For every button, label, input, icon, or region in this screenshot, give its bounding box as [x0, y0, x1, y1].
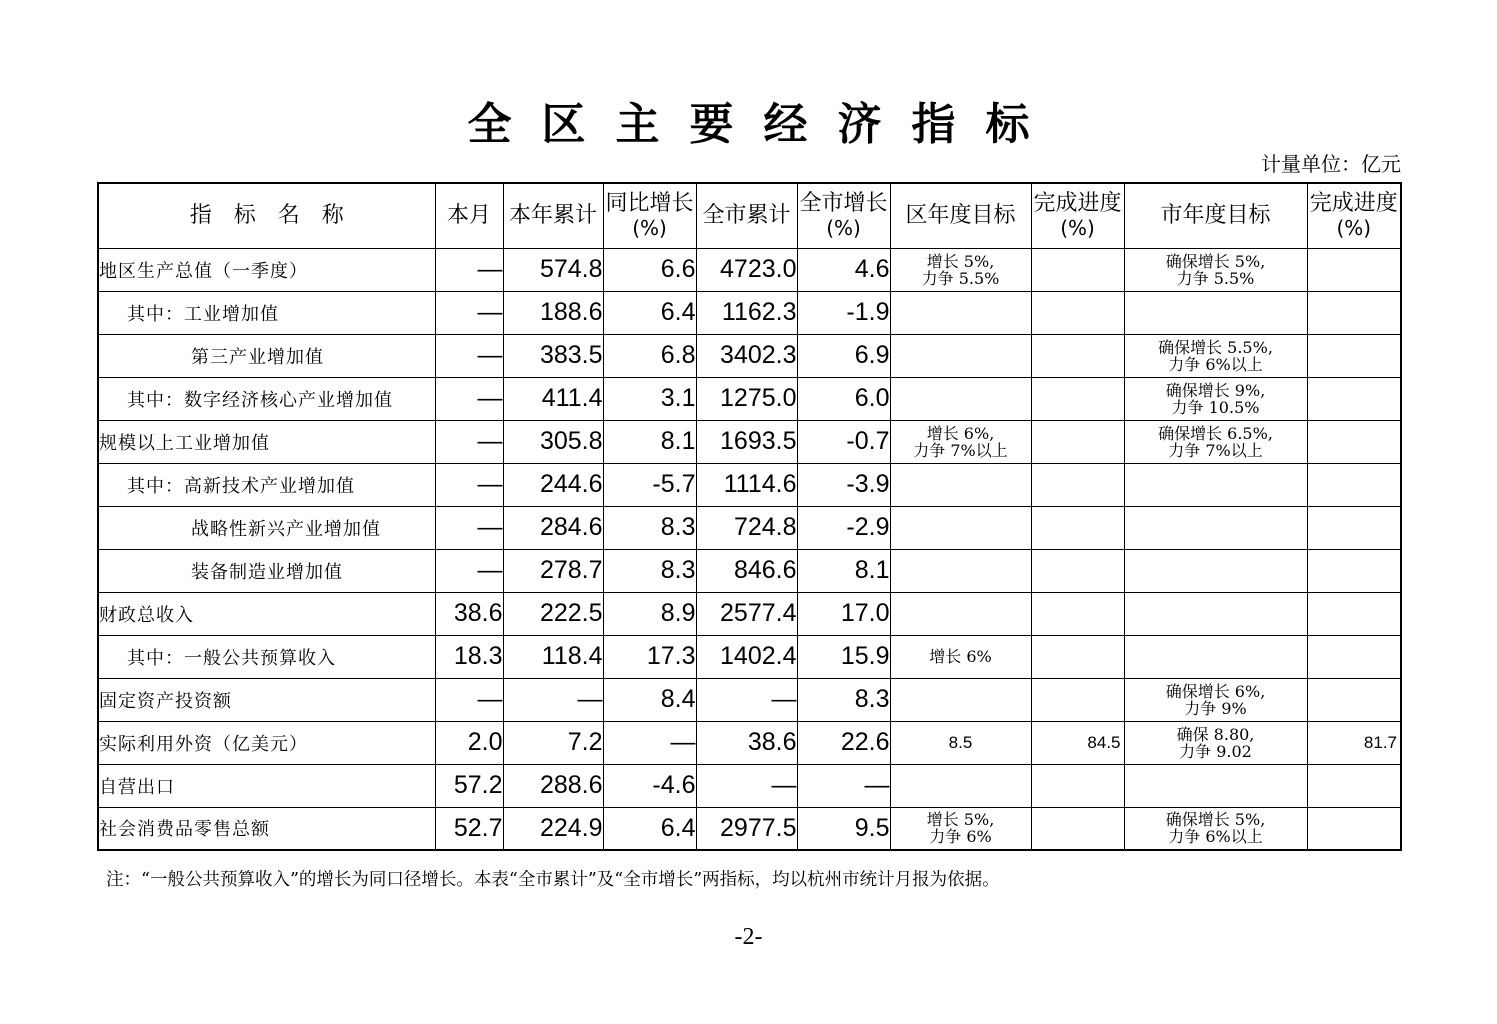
- city-growth-value: 6.9: [797, 334, 890, 377]
- header-yoy: [603, 183, 696, 248]
- city-progress: [1307, 764, 1401, 807]
- month-value: —: [435, 334, 503, 377]
- city-target-line1: 确保增长 5%,: [1165, 251, 1266, 271]
- district-progress: 84.5: [1031, 721, 1124, 764]
- yoy-value: 6.4: [603, 807, 696, 850]
- month-value: —: [435, 678, 503, 721]
- district-target-line1: 增长 6%,: [926, 423, 995, 443]
- ytd-value: 574.8: [503, 248, 603, 291]
- city-target: [1124, 291, 1307, 334]
- table-row: [98, 248, 1401, 291]
- month-value: —: [435, 506, 503, 549]
- city-target-line2: 力争 9%: [1184, 698, 1247, 718]
- header-city-growth-label: 全市增长: [799, 190, 888, 216]
- city-progress: [1307, 592, 1401, 635]
- district-target-line2: 力争 5.5%: [921, 268, 1000, 288]
- city-target: [1124, 377, 1307, 420]
- header-city-progress-label: 完成进度: [1309, 190, 1398, 216]
- district-target-line1: 8.5: [948, 732, 973, 752]
- city-progress: [1307, 506, 1401, 549]
- city-progress: [1307, 334, 1401, 377]
- header-district-progress-unit: (%): [1060, 215, 1095, 240]
- city-growth-value: 17.0: [797, 592, 890, 635]
- month-value: 2.0: [435, 721, 503, 764]
- yoy-value: 8.4: [603, 678, 696, 721]
- table-row: [98, 377, 1401, 420]
- indicator-name: 地区生产总值（一季度）: [98, 248, 435, 291]
- city-progress: [1307, 549, 1401, 592]
- month-value: —: [435, 549, 503, 592]
- yoy-value: 6.4: [603, 291, 696, 334]
- city-growth-value: 4.6: [797, 248, 890, 291]
- city-ytd-value: —: [696, 764, 797, 807]
- table-row: [98, 291, 1401, 334]
- district-progress: [1031, 549, 1124, 592]
- district-progress: [1031, 678, 1124, 721]
- city-target-line2: 力争 6%以上: [1168, 827, 1263, 847]
- district-target: [890, 549, 1031, 592]
- header-yoy-unit: (%): [632, 215, 667, 240]
- city-progress: 81.7: [1307, 721, 1401, 764]
- city-ytd-value: 724.8: [696, 506, 797, 549]
- city-target-line2: 力争 9.02: [1179, 741, 1252, 761]
- city-progress: [1307, 678, 1401, 721]
- header-city-progress: [1307, 183, 1401, 248]
- month-value: —: [435, 248, 503, 291]
- district-target: [890, 377, 1031, 420]
- district-target-line1: 增长 5%,: [926, 251, 995, 271]
- table-row: [98, 635, 1401, 678]
- ytd-value: 224.9: [503, 807, 603, 850]
- city-target-line1: 确保增长 6%,: [1165, 681, 1266, 701]
- city-target: [1124, 248, 1307, 291]
- city-growth-value: 22.6: [797, 721, 890, 764]
- ytd-value: 118.4: [503, 635, 603, 678]
- table-row: [98, 463, 1401, 506]
- city-target: [1124, 721, 1307, 764]
- indicator-name: 战略性新兴产业增加值: [98, 506, 435, 549]
- district-target: [890, 678, 1031, 721]
- district-target-line2: 力争 7%以上: [913, 440, 1008, 460]
- city-growth-value: -0.7: [797, 420, 890, 463]
- district-progress: [1031, 334, 1124, 377]
- city-target: [1124, 549, 1307, 592]
- header-yoy-label: 同比增长: [605, 190, 694, 216]
- table-row: [98, 678, 1401, 721]
- month-value: 38.6: [435, 592, 503, 635]
- district-target: [890, 807, 1031, 850]
- unit-label: 计量单位：亿元: [1261, 152, 1401, 176]
- city-target: [1124, 678, 1307, 721]
- table-body: [98, 248, 1401, 850]
- yoy-value: 8.9: [603, 592, 696, 635]
- ytd-value: —: [503, 678, 603, 721]
- district-progress: [1031, 506, 1124, 549]
- indicator-name: 装备制造业增加值: [98, 549, 435, 592]
- header-district-progress: [1031, 183, 1124, 248]
- yoy-value: 8.3: [603, 549, 696, 592]
- city-progress: [1307, 377, 1401, 420]
- city-growth-value: 9.5: [797, 807, 890, 850]
- header-city-progress-unit: (%): [1336, 215, 1372, 240]
- month-value: —: [435, 377, 503, 420]
- month-value: —: [435, 291, 503, 334]
- indicator-name: 社会消费品零售总额: [98, 807, 435, 850]
- city-growth-value: —: [797, 764, 890, 807]
- header-name: 指标名称: [98, 183, 435, 248]
- city-ytd-value: 2977.5: [696, 807, 797, 850]
- city-target-line1: 确保增长 6.5%,: [1158, 423, 1273, 443]
- city-target: [1124, 764, 1307, 807]
- table-header-row: [98, 183, 1401, 248]
- indicator-name: 其中：工业增加值: [98, 291, 435, 334]
- city-growth-value: -1.9: [797, 291, 890, 334]
- city-ytd-value: 1114.6: [696, 463, 797, 506]
- indicator-name: 其中：一般公共预算收入: [98, 635, 435, 678]
- city-growth-value: -3.9: [797, 463, 890, 506]
- district-progress: [1031, 463, 1124, 506]
- month-value: 57.2: [435, 764, 503, 807]
- table-row: [98, 420, 1401, 463]
- city-target-line1: 确保增长 9%,: [1165, 380, 1266, 400]
- city-progress: [1307, 420, 1401, 463]
- header-city-ytd: 全市累计: [696, 183, 797, 248]
- header-city-growth-unit: (%): [826, 215, 861, 240]
- city-target-line1: 确保增长 5.5%,: [1158, 337, 1273, 357]
- city-target: [1124, 420, 1307, 463]
- district-target: [890, 635, 1031, 678]
- header-month: 本月: [435, 183, 503, 248]
- table-row: [98, 549, 1401, 592]
- yoy-value: 8.1: [603, 420, 696, 463]
- yoy-value: 6.6: [603, 248, 696, 291]
- city-ytd-value: 38.6: [696, 721, 797, 764]
- indicator-name: 自营出口: [98, 764, 435, 807]
- city-ytd-value: 3402.3: [696, 334, 797, 377]
- city-growth-value: 15.9: [797, 635, 890, 678]
- city-progress: [1307, 807, 1401, 850]
- city-ytd-value: 1162.3: [696, 291, 797, 334]
- district-progress: [1031, 807, 1124, 850]
- district-progress: [1031, 635, 1124, 678]
- header-district-progress-label: 完成进度: [1033, 190, 1122, 216]
- yoy-value: 6.8: [603, 334, 696, 377]
- yoy-value: 3.1: [603, 377, 696, 420]
- yoy-value: -4.6: [603, 764, 696, 807]
- city-ytd-value: 1693.5: [696, 420, 797, 463]
- city-progress: [1307, 291, 1401, 334]
- month-value: 18.3: [435, 635, 503, 678]
- table-row: [98, 334, 1401, 377]
- district-target-line2: 力争 6%: [929, 827, 992, 847]
- city-target-line2: 力争 10.5%: [1171, 397, 1260, 417]
- ytd-value: 288.6: [503, 764, 603, 807]
- footnote: 注：“一般公共预算收入”的增长为同口径增长。本表“全市累计”及“全市增长”两指标，均以杭州市统计月报为依据。: [106, 870, 1000, 890]
- district-target: [890, 463, 1031, 506]
- district-target: [890, 721, 1031, 764]
- header-ytd: 本年累计: [503, 183, 603, 248]
- indicator-name: 第三产业增加值: [98, 334, 435, 377]
- ytd-value: 222.5: [503, 592, 603, 635]
- district-target: [890, 334, 1031, 377]
- table-row: [98, 506, 1401, 549]
- city-progress: [1307, 248, 1401, 291]
- indicator-name: 财政总收入: [98, 592, 435, 635]
- city-target: [1124, 635, 1307, 678]
- ytd-value: 383.5: [503, 334, 603, 377]
- indicator-table: [97, 182, 1402, 851]
- indicator-name: 其中：高新技术产业增加值: [98, 463, 435, 506]
- city-growth-value: -2.9: [797, 506, 890, 549]
- city-target: [1124, 506, 1307, 549]
- table-row: [98, 807, 1401, 850]
- city-progress: [1307, 463, 1401, 506]
- ytd-value: 411.4: [503, 377, 603, 420]
- district-progress: [1031, 592, 1124, 635]
- district-target: [890, 764, 1031, 807]
- table-row: [98, 592, 1401, 635]
- indicator-name: 固定资产投资额: [98, 678, 435, 721]
- district-target: [890, 420, 1031, 463]
- district-target: [890, 248, 1031, 291]
- ytd-value: 244.6: [503, 463, 603, 506]
- ytd-value: 7.2: [503, 721, 603, 764]
- indicator-name: 规模以上工业增加值: [98, 420, 435, 463]
- district-progress: [1031, 248, 1124, 291]
- city-ytd-value: 4723.0: [696, 248, 797, 291]
- page-number: -2-: [734, 924, 763, 950]
- city-ytd-value: 1402.4: [696, 635, 797, 678]
- district-progress: [1031, 291, 1124, 334]
- city-growth-value: 6.0: [797, 377, 890, 420]
- city-target: [1124, 463, 1307, 506]
- yoy-value: -5.7: [603, 463, 696, 506]
- indicator-name: 其中：数字经济核心产业增加值: [98, 377, 435, 420]
- city-ytd-value: —: [696, 678, 797, 721]
- city-progress: [1307, 635, 1401, 678]
- district-progress: [1031, 420, 1124, 463]
- district-progress: [1031, 377, 1124, 420]
- header-city-growth: [797, 183, 890, 248]
- page-title: 全区主要经济指标: [467, 99, 1060, 150]
- city-target-line2: 力争 5.5%: [1176, 268, 1255, 288]
- ytd-value: 305.8: [503, 420, 603, 463]
- district-target: [890, 592, 1031, 635]
- ytd-value: 284.6: [503, 506, 603, 549]
- city-target-line1: 确保 8.80,: [1176, 724, 1255, 744]
- district-target-line1: 增长 6%: [929, 647, 992, 666]
- yoy-value: 8.3: [603, 506, 696, 549]
- city-growth-value: 8.3: [797, 678, 890, 721]
- month-value: —: [435, 463, 503, 506]
- city-target: [1124, 592, 1307, 635]
- city-target-line2: 力争 7%以上: [1168, 440, 1263, 460]
- city-target: [1124, 807, 1307, 850]
- header-city-target: 市年度目标: [1124, 183, 1307, 248]
- yoy-value: 17.3: [603, 635, 696, 678]
- table-row: [98, 764, 1401, 807]
- ytd-value: 188.6: [503, 291, 603, 334]
- district-target-line1: 增长 5%,: [926, 810, 995, 830]
- table-row: [98, 721, 1401, 764]
- city-target-line2: 力争 6%以上: [1168, 354, 1263, 374]
- month-value: —: [435, 420, 503, 463]
- city-ytd-value: 2577.4: [696, 592, 797, 635]
- yoy-value: —: [603, 721, 696, 764]
- ytd-value: 278.7: [503, 549, 603, 592]
- month-value: 52.7: [435, 807, 503, 850]
- district-target: [890, 291, 1031, 334]
- header-district-target: 区年度目标: [890, 183, 1031, 248]
- city-target-line1: 确保增长 5%,: [1165, 810, 1266, 830]
- district-progress: [1031, 764, 1124, 807]
- city-ytd-value: 1275.0: [696, 377, 797, 420]
- city-target: [1124, 334, 1307, 377]
- indicator-name: 实际利用外资（亿美元）: [98, 721, 435, 764]
- district-target: [890, 506, 1031, 549]
- city-growth-value: 8.1: [797, 549, 890, 592]
- city-ytd-value: 846.6: [696, 549, 797, 592]
